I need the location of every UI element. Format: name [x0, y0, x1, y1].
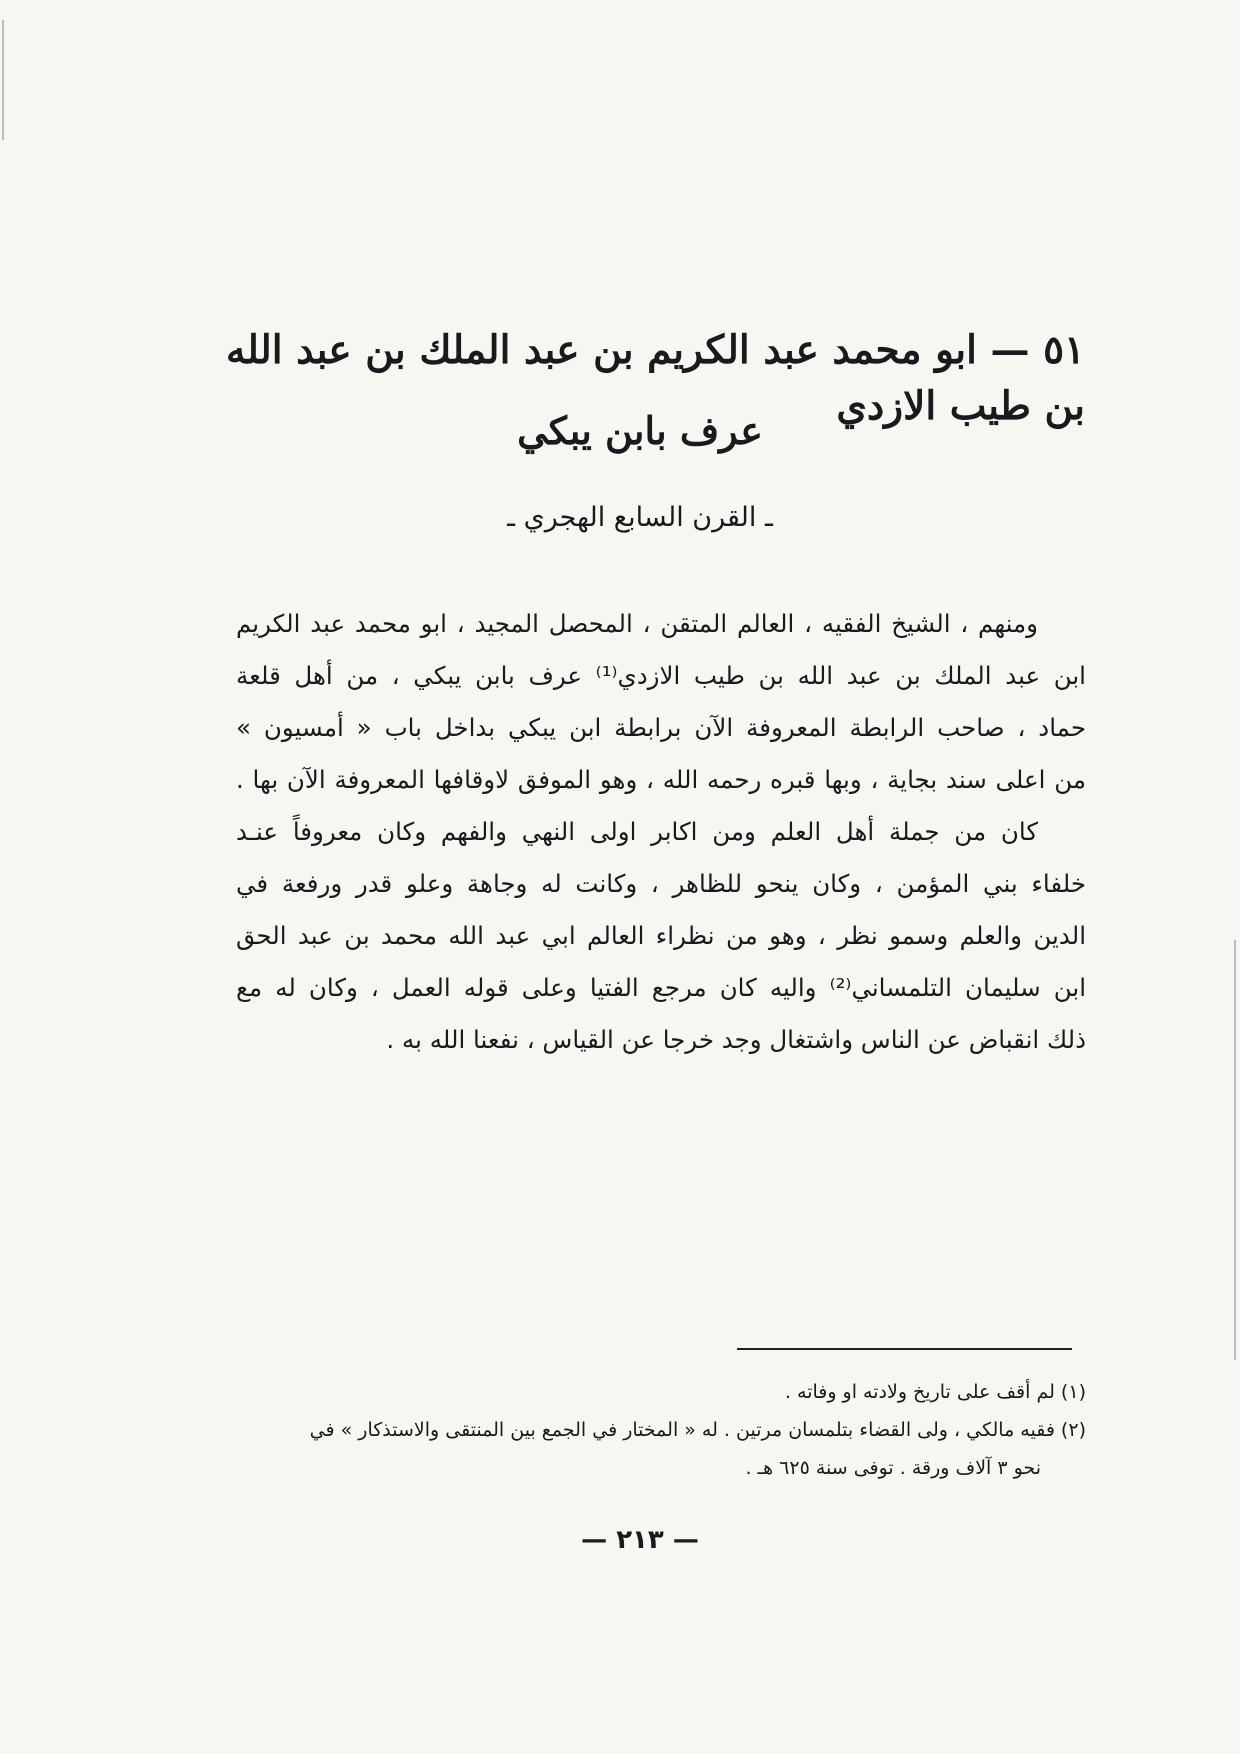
body-line: من اعلى سند بجاية ، وبها قبره رحمه الله ، وهو الموفق لاوقافها المعروفة الآن بها . [236, 765, 1086, 794]
biography-text [236, 598, 1086, 1066]
body-line: ومنهم ، الشيخ الفقيه ، العالم المتقن ، المحصل المجيد ، ابو محمد عبد الكريم [236, 609, 1038, 638]
body-line: ذلك انقباض عن الناس واشتغال وجد خرجا عن القياس ، نفعنا الله به . [386, 1025, 1086, 1054]
body-line: ابن عبد الملك بن عبد الله بن طيب الازدي⁽¹⁾ عرف بابن يبكي ، من أهل قلعة [236, 661, 1086, 690]
body-line: حماد ، صاحب الرابطة المعروفة الآن برابطة ابن يبكي بداخل باب « أمسيون » [236, 713, 1086, 742]
body-line: ابن سليمان التلمساني⁽²⁾ واليه كان مرجع الفتيا وعلى قوله العمل ، وكان له مع [236, 973, 1086, 1002]
footnote-1: (١) لم أقف على تاريخ ولادته او وفاته . [784, 1381, 1086, 1403]
footnote-2: (٢) فقيه مالكي ، ولى القضاء بتلمسان مرتين . له « المختار في الجمع بين المنتقى والاستذكار » في [309, 1419, 1086, 1441]
century-label: ـ القرن السابع الهجري ـ [507, 502, 773, 533]
scan-edge-mark [1234, 940, 1236, 1360]
scan-edge-mark [2, 20, 4, 140]
entry-title: ٥١ — ابو محمد عبد الكريم بن عبد الملك بن عبد الله بن طيب الازدي [226, 327, 1085, 429]
footnote-divider [737, 1348, 1072, 1350]
footnote-2-continuation: نحو ٣ آلاف ورقة . توفى سنة ٦٢٥ هـ . [745, 1457, 1041, 1479]
body-line: خلفاء بني المؤمن ، وكان ينحو للظاهر ، وكانت له وجاهة وعلو قدر ورفعة في [236, 869, 1086, 898]
body-line: كان من جملة أهل العلم ومن اكابر اولى النهي والفهم وكان معروفاً عنـد [236, 817, 1038, 846]
entry-subtitle: عرف بابن يبكي [517, 408, 763, 453]
footnotes [236, 1373, 1086, 1487]
page-number: — ٢١٣ — [581, 1525, 699, 1555]
body-line: الدين والعلم وسمو نظر ، وهو من نظراء العالم ابي عبد الله محمد بن عبد الحق [236, 921, 1086, 950]
